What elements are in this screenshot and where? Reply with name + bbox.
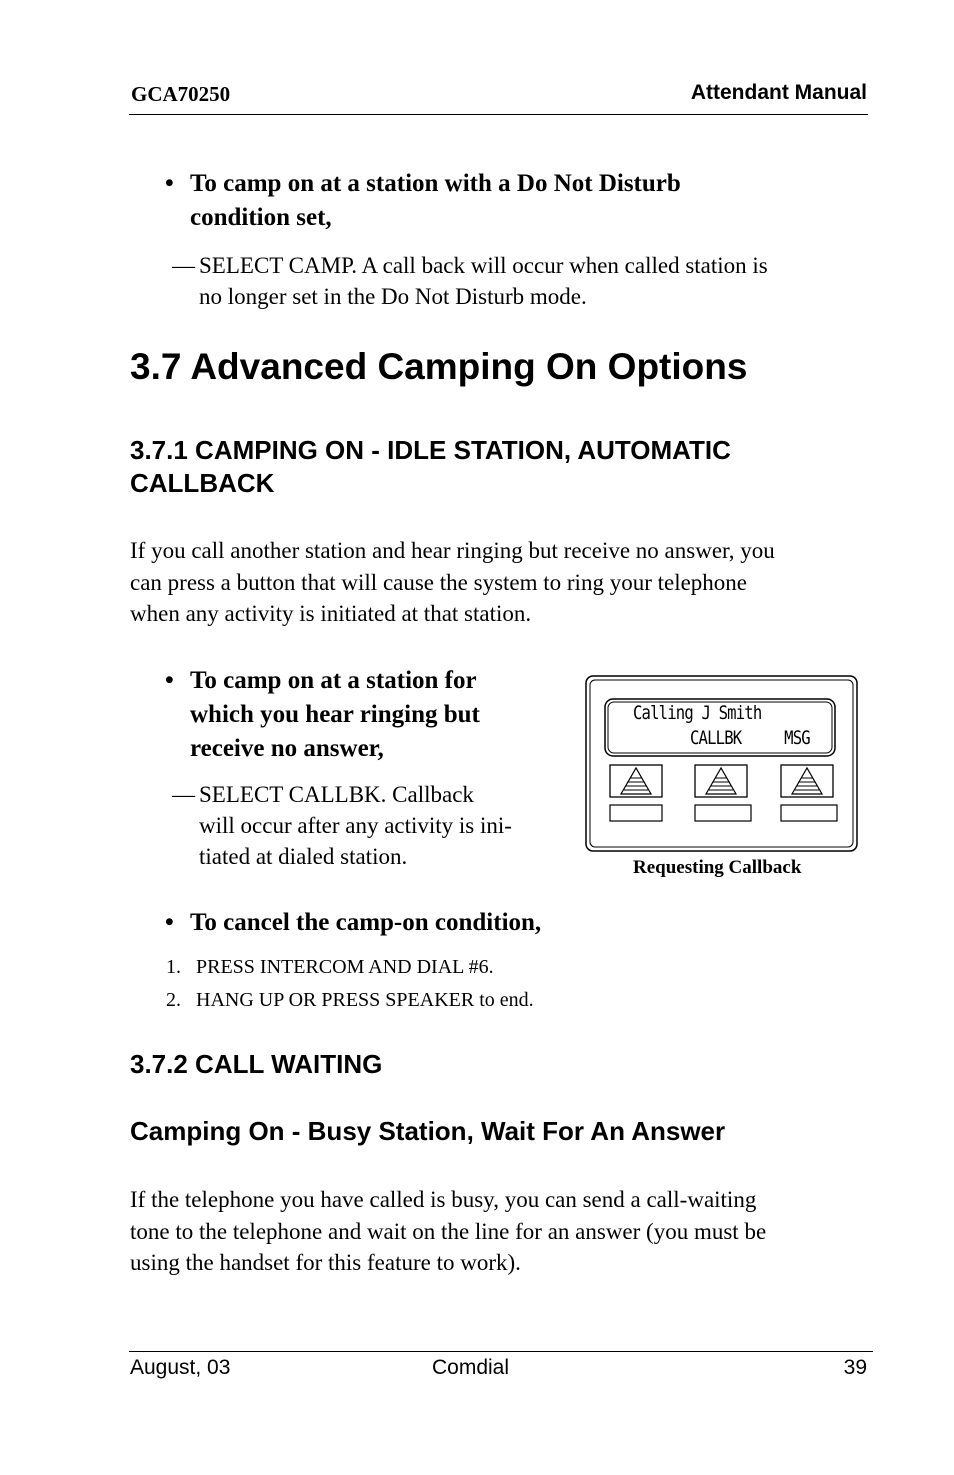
paragraph-line: when any activity is initiated at that station. xyxy=(130,601,532,626)
bullet-icon: • xyxy=(165,667,174,694)
header-doc-id: GCA70250 xyxy=(131,82,231,106)
camp-text-line: will occur after any activity is ini- xyxy=(199,813,512,838)
paragraph-line: If the telephone you have called is busy, you can send a call-waiting xyxy=(130,1187,757,1212)
camp-text-line: SELECT CALLBK. Callback xyxy=(199,782,474,807)
camp-text-line: tiated at dialed station. xyxy=(199,844,408,869)
cancel-step-2 xyxy=(166,986,666,1014)
dnd-heading-line-2: condition set, xyxy=(190,204,332,231)
header-doc-title: Attendant Manual xyxy=(690,81,867,104)
dnd-heading-line-1: To camp on at a station with a Do Not Disturb xyxy=(190,170,681,197)
phone-display-figure xyxy=(585,675,858,852)
figure-caption: Requesting Callback xyxy=(633,857,802,878)
display-line-2: CALLBK MSG xyxy=(690,727,810,749)
camp-heading-line: which you hear ringing but xyxy=(190,701,480,728)
section-3-7-1-title-line-1: 3.7.1 CAMPING ON - IDLE STATION, AUTOMATIC xyxy=(130,435,731,465)
paragraph-line: can press a button that will cause the system to ring your telephone xyxy=(130,569,748,595)
section-3-7-2-title: 3.7.2 CALL WAITING xyxy=(130,1049,383,1079)
footer-page-number: 39 xyxy=(843,1356,867,1379)
step-number: 1. xyxy=(166,956,181,978)
camp-heading-line: receive no answer, xyxy=(190,735,384,762)
footer-rule xyxy=(129,1351,873,1352)
section-3-7-1-paragraph xyxy=(130,535,890,630)
bullet-icon: • xyxy=(165,170,174,197)
header-rule xyxy=(129,114,868,115)
step-number: 2. xyxy=(166,989,181,1011)
cancel-step-1 xyxy=(166,953,666,981)
dash-icon: — xyxy=(172,253,195,278)
dnd-instruction xyxy=(172,250,872,312)
paragraph-line: using the handset for this feature to work). xyxy=(130,1250,521,1275)
section-3-7-1-title xyxy=(130,434,870,500)
dnd-bullet-heading xyxy=(165,167,805,235)
bullet-icon: • xyxy=(165,909,174,936)
footer-company: Comdial xyxy=(432,1356,510,1379)
dnd-text-line-2: no longer set in the Do Not Disturb mode. xyxy=(199,284,587,309)
section-3-7-2-paragraph xyxy=(130,1184,890,1279)
step-text: HANG UP OR PRESS SPEAKER to end. xyxy=(196,989,534,1011)
camp-bullet-heading xyxy=(165,664,565,766)
step-text: PRESS INTERCOM AND DIAL #6. xyxy=(196,956,494,978)
cancel-heading-text: To cancel the camp-on condition, xyxy=(190,909,542,936)
camp-instruction xyxy=(172,779,572,872)
section-3-7-title: 3.7 Advanced Camping On Options xyxy=(130,346,748,387)
cancel-bullet-heading xyxy=(165,906,765,940)
paragraph-line: tone to the telephone and wait on the line for an answer (you must be xyxy=(130,1218,767,1244)
display-line-1: Calling J Smith xyxy=(633,702,762,724)
paragraph-line: If you call another station and hear ringing but receive no answer, you xyxy=(130,538,775,563)
dnd-text-line-1: SELECT CAMP. A call back will occur when called station is xyxy=(199,253,768,278)
section-3-7-1-title-line-2: CALLBACK xyxy=(130,468,275,498)
camp-heading-line: To camp on at a station for xyxy=(190,667,477,694)
section-3-7-2-subtitle: Camping On - Busy Station, Wait For An Answer xyxy=(130,1116,726,1146)
footer-date: August, 03 xyxy=(130,1356,231,1379)
dash-icon: — xyxy=(172,782,195,807)
